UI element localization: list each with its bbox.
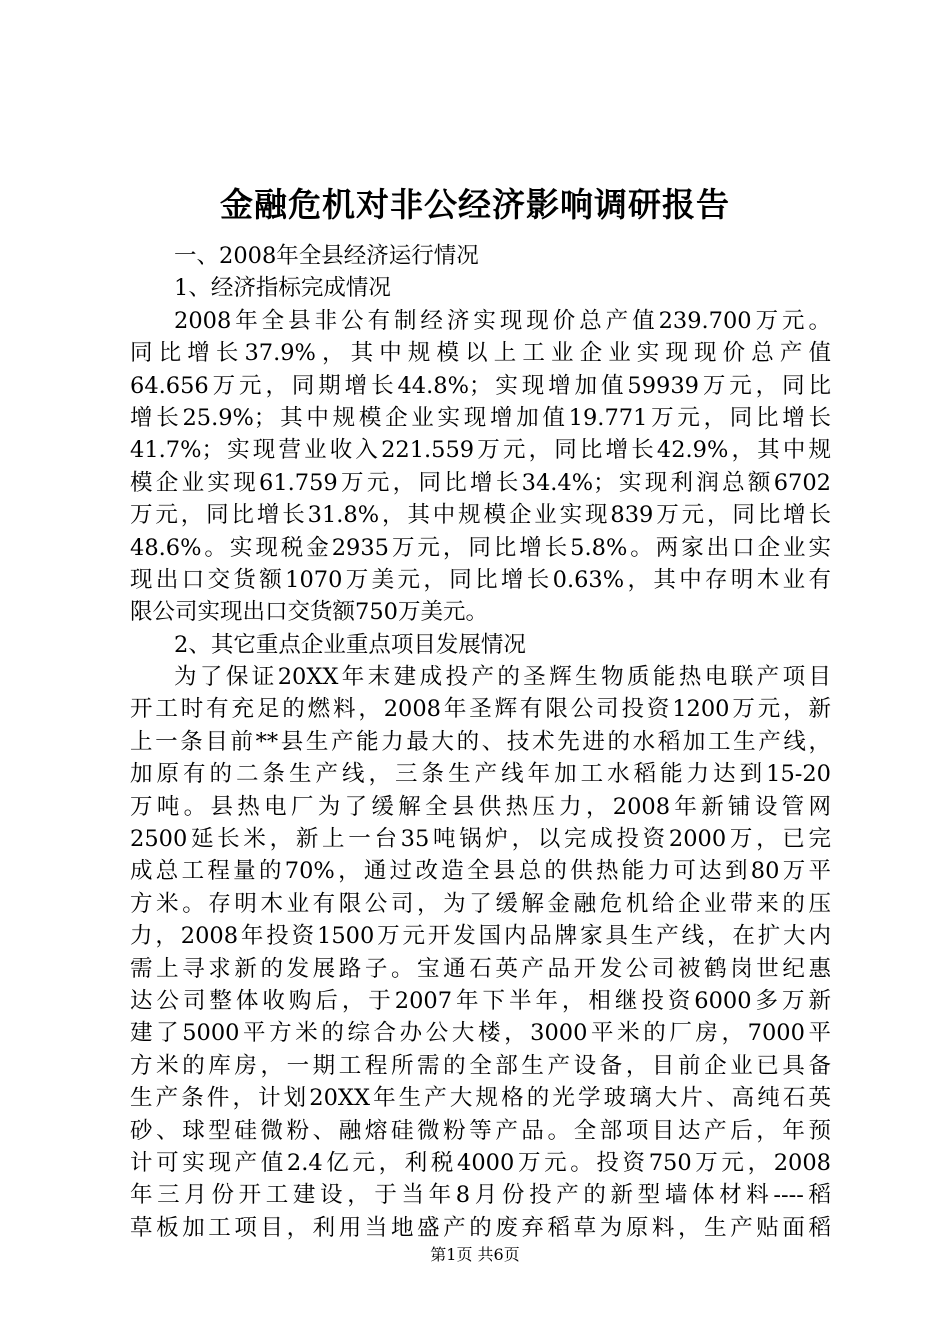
body-text-line: 上一条目前**县生产能力最大的、技术先进的水稻加工生产线， (130, 728, 831, 755)
body-text-line: 需上寻求新的发展路子。宝通石英产品开发公司被鹤岗世纪惠 (130, 955, 831, 982)
body-text-line: 方米。存明木业有限公司，为了缓解金融危机给企业带来的压 (130, 890, 831, 917)
body-text-line: 砂、球型硅微粉、融熔硅微粉等产品。全部项目达产后，年预 (130, 1117, 831, 1144)
body-text-line: 方米的库房，一期工程所需的全部生产设备，目前企业已具备 (130, 1052, 831, 1079)
body-text-line: 计可实现产值2.4亿元，利税4000万元。投资750万元，2008 (130, 1149, 831, 1176)
body-text-line: 2、其它重点企业重点项目发展情况 (174, 631, 526, 658)
body-text-line: 年三月份开工建设，于当年8月份投产的新型墙体材料----稻 (130, 1182, 831, 1209)
body-text-line: 建了5000平方米的综合办公大楼，3000平米的厂房，7000平 (130, 1020, 831, 1047)
body-text-line: 模企业实现61.759万元，同比增长34.4%；实现利润总额6702 (130, 469, 831, 496)
body-text-line: 加原有的二条生产线，三条生产线年加工水稻能力达到15-20 (130, 761, 831, 788)
body-text-line: 64.656万元，同期增长44.8%；实现增加值59939万元，同比 (130, 372, 831, 399)
body-text-line: 48.6%。实现税金2935万元，同比增长5.8%。两家出口企业实 (130, 534, 831, 561)
page-number-footer: 第1页 共6页 (430, 1245, 520, 1264)
body-text-line: 现出口交货额1070万美元，同比增长0.63%，其中存明木业有 (130, 566, 831, 593)
body-text-line: 2008年全县非公有制经济实现现价总产值239.700万元。 (174, 307, 831, 334)
body-text-line: 限公司实现出口交货额750万美元。 (130, 599, 488, 626)
document-body (130, 240, 831, 1244)
body-text-line: 生产条件，计划20XX年生产大规格的光学玻璃大片、高纯石英 (130, 1085, 831, 1112)
body-text-line: 为了保证20XX年末建成投产的圣辉生物质能热电联产项目 (174, 664, 831, 691)
body-text-line: 达公司整体收购后，于2007年下半年，相继投资6000多万新 (130, 987, 831, 1014)
body-text-line: 草板加工项目，利用当地盛产的废弃稻草为原料，生产贴面稻 (130, 1214, 831, 1241)
body-text-line: 力，2008年投资1500万元开发国内品牌家具生产线，在扩大内 (130, 923, 831, 950)
body-text-line: 开工时有充足的燃料，2008年圣辉有限公司投资1200万元，新 (130, 696, 831, 723)
body-text-line: 万元，同比增长31.8%，其中规模企业实现839万元，同比增长 (130, 502, 831, 529)
body-text-line: 2500延长米，新上一台35吨锅炉，以完成投资2000万，已完 (130, 826, 831, 853)
body-text-line: 增长25.9%；其中规模企业实现增加值19.771万元，同比增长 (130, 404, 831, 431)
body-text-line: 同比增长37.9%，其中规模以上工业企业实现现价总产值 (130, 340, 831, 367)
body-text-line: 万吨。县热电厂为了缓解全县供热压力，2008年新铺设管网 (130, 793, 831, 820)
body-text-line: 41.7%；实现营业收入221.559万元，同比增长42.9%，其中规 (130, 437, 831, 464)
body-text-line: 1、经济指标完成情况 (174, 275, 391, 302)
body-text-line: 一、2008年全县经济运行情况 (174, 243, 479, 269)
body-text-line: 成总工程量的70%，通过改造全县总的供热能力可达到80万平 (130, 858, 831, 885)
document-title: 金融危机对非公经济影响调研报告 (220, 185, 730, 224)
